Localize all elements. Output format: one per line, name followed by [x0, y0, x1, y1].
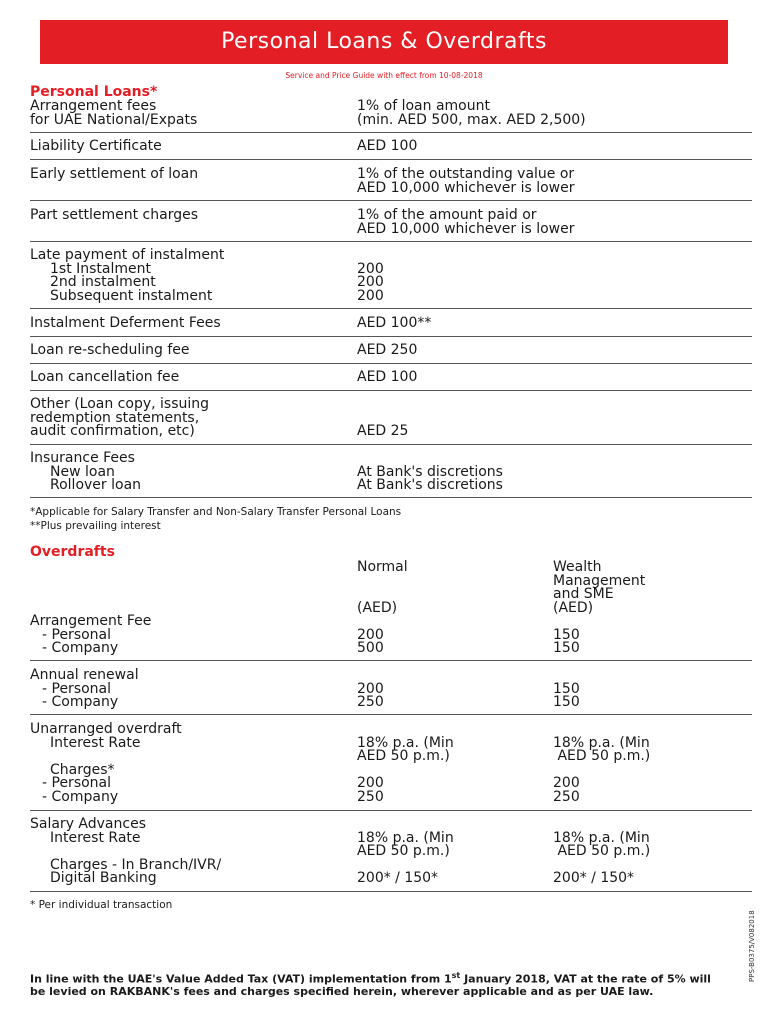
effective-date-subtitle: Service and Price Guide with effect from 10-08-2018 [285, 71, 483, 80]
page-title: Personal Loans & Overdrafts [40, 20, 728, 64]
divider [30, 363, 752, 364]
divider [30, 497, 752, 498]
overdrafts-heading: Overdrafts [30, 544, 115, 560]
footnote: *Applicable for Salary Transfer and Non-Salary Transfer Personal Loans [30, 506, 402, 518]
divider [30, 390, 752, 391]
divider [30, 444, 752, 445]
divider [30, 200, 752, 201]
document-code: PPS-B0375/V082018 [748, 910, 756, 982]
footnote: * Per individual transaction [30, 899, 173, 911]
footnote: **Plus prevailing interest [30, 520, 161, 532]
personal-loans-heading: Personal Loans* [30, 84, 158, 100]
divider [30, 891, 752, 892]
divider [30, 336, 752, 337]
vat-notice: In line with the UAE's Value Added Tax (VAT) implementation from 1st January 2018, VAT at the rate of 5% will be levied on RAKBANK's fees and charges specified herein, wherever applicable and as per UAE law. [30, 971, 711, 999]
divider [30, 159, 752, 160]
divider [30, 714, 752, 715]
divider [30, 241, 752, 242]
divider [30, 660, 752, 661]
divider [30, 308, 752, 309]
divider [30, 810, 752, 811]
divider [30, 132, 752, 133]
